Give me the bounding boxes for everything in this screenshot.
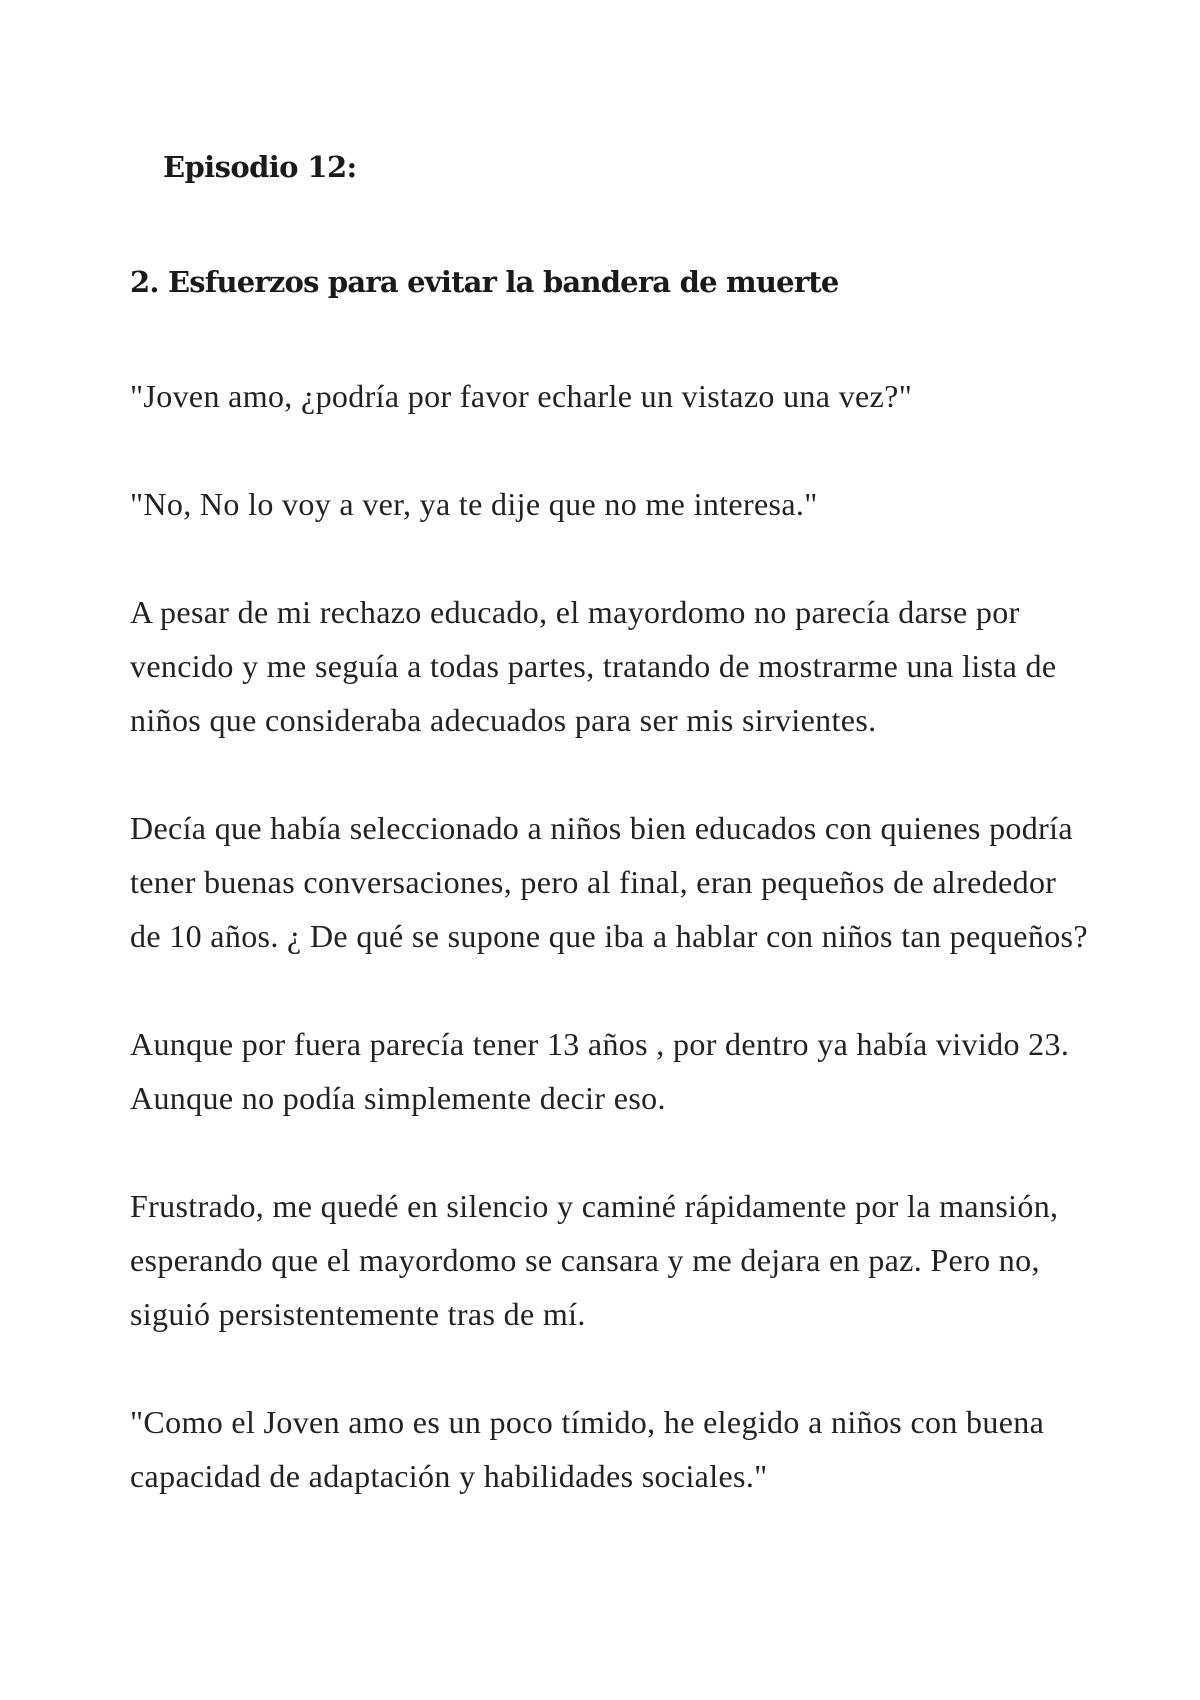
paragraph-2: "No, No lo voy a ver, ya te dije que no me interesa." <box>130 486 818 522</box>
chapter-title: 2. Esfuerzos para evitar la bandera de muerte <box>130 265 839 299</box>
episode-title: Episodio 12: <box>163 150 357 184</box>
paragraph-1: "Joven amo, ¿podría por favor echarle un vistazo una vez?" <box>130 378 913 414</box>
story-body <box>130 369 1090 1503</box>
paragraph-5: Aunque por fuera parecía tener 13 años , por dentro ya había vivido 23. Aunque no podía simplemente decir eso. <box>130 1026 1070 1116</box>
paragraph-6: Frustrado, me quedé en silencio y caminé rápidamente por la mansión, esperando que el mayordomo se cansara y me dejara en paz. Pero no, siguió persistentemente tras de mí. <box>130 1188 1059 1332</box>
paragraph-7: "Como el Joven amo es un poco tímido, he elegido a niños con buena capacidad de adaptación y habilidades sociales." <box>130 1404 1045 1494</box>
paragraph-3: A pesar de mi rechazo educado, el mayordomo no parecía darse por vencido y me seguía a todas partes, tratando de mostrarme una lista de niños que consideraba adecuados para ser mis sirvientes. <box>130 594 1057 738</box>
paragraph-4: Decía que había seleccionado a niños bien educados con quienes podría tener buenas conversaciones, pero al final, eran pequeños de alrededor de 10 años. ¿ De qué se supone que iba a hablar con niños tan pequeños? <box>130 810 1088 954</box>
